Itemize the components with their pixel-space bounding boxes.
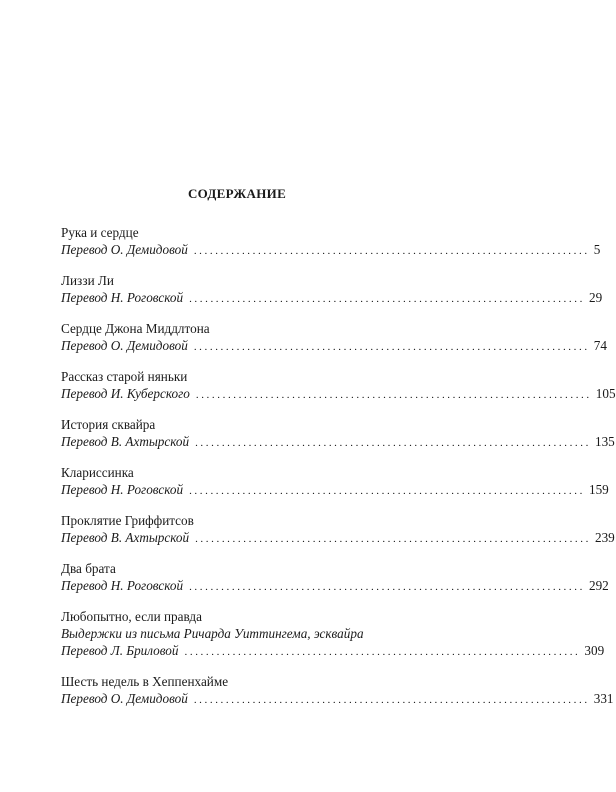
translator-credit: Перевод Н. Роговской bbox=[61, 578, 184, 593]
translator-line bbox=[61, 690, 614, 709]
toc-list bbox=[61, 224, 616, 721]
story-subtitle: Выдержки из письма Ричарда Уиттингема, эсквайра bbox=[61, 626, 364, 641]
translator-line bbox=[61, 529, 615, 548]
toc-entry bbox=[61, 368, 616, 404]
dot-leader: .......................................................................... bbox=[189, 581, 585, 593]
translator-line bbox=[61, 433, 615, 452]
page-number: 309 bbox=[584, 643, 605, 658]
toc-entry bbox=[61, 272, 603, 308]
translator-credit: Перевод В. Ахтырской bbox=[61, 530, 190, 545]
page-number: 331 bbox=[593, 691, 614, 706]
toc-heading: СОДЕРЖАНИЕ bbox=[187, 186, 287, 201]
page-number: 159 bbox=[588, 482, 609, 497]
translator-credit: Перевод О. Демидовой bbox=[61, 691, 188, 706]
dot-leader: .......................................................................... bbox=[195, 389, 592, 401]
page-number: 29 bbox=[588, 290, 603, 305]
translator-line bbox=[61, 481, 609, 500]
translator-credit: Перевод Н. Роговской bbox=[61, 482, 184, 497]
page-number: 5 bbox=[593, 242, 601, 257]
dot-leader: .......................................................................... bbox=[193, 694, 590, 706]
translator-line bbox=[61, 289, 603, 308]
translator-credit: Перевод Н. Роговской bbox=[61, 290, 184, 305]
story-title: Кларисcинка bbox=[61, 465, 134, 480]
story-title: Рука и сердце bbox=[61, 225, 139, 240]
story-title: Шесть недель в Хеппенхайме bbox=[61, 674, 229, 689]
dot-leader: .......................................................................... bbox=[195, 533, 591, 545]
page-number: 292 bbox=[588, 578, 609, 593]
translator-line bbox=[61, 385, 616, 404]
dot-leader: .......................................................................... bbox=[184, 646, 581, 658]
dot-leader: .......................................................................... bbox=[195, 437, 591, 449]
translator-credit: Перевод В. Ахтырской bbox=[61, 434, 190, 449]
story-title: Два брата bbox=[61, 561, 116, 576]
dot-leader: .......................................................................... bbox=[193, 341, 590, 353]
toc-entry bbox=[61, 224, 601, 260]
story-title: Рассказ старой няньки bbox=[61, 369, 188, 384]
page-number: 135 bbox=[594, 434, 615, 449]
toc-entry bbox=[61, 416, 615, 452]
translator-line bbox=[61, 577, 609, 596]
translator-credit: Перевод И. Куберского bbox=[61, 386, 190, 401]
toc-entry bbox=[61, 608, 605, 661]
dot-leader: .......................................................................... bbox=[189, 293, 585, 305]
toc-entry bbox=[61, 320, 607, 356]
story-title: История сквайра bbox=[61, 417, 156, 432]
toc-entry bbox=[61, 560, 609, 596]
page-number: 105 bbox=[595, 386, 616, 401]
translator-credit: Перевод Л. Бриловой bbox=[61, 643, 179, 658]
translator-credit: Перевод О. Демидовой bbox=[61, 242, 188, 257]
translator-line bbox=[61, 642, 605, 661]
story-title: Лиззи Ли bbox=[61, 273, 114, 288]
dot-leader: .......................................................................... bbox=[189, 485, 585, 497]
story-title: Любопытно, если правда bbox=[61, 609, 202, 624]
page-number: 239 bbox=[594, 530, 615, 545]
toc-entry bbox=[61, 464, 609, 500]
toc-entry bbox=[61, 673, 614, 709]
story-title: Сердце Джона Миддлтона bbox=[61, 321, 210, 336]
toc-entry bbox=[61, 512, 615, 548]
page-number: 74 bbox=[593, 338, 607, 353]
translator-line bbox=[61, 337, 607, 356]
translator-line bbox=[61, 241, 601, 260]
translator-credit: Перевод О. Демидовой bbox=[61, 338, 188, 353]
dot-leader: .......................................................................... bbox=[193, 245, 590, 257]
story-title: Проклятие Гриффитсов bbox=[61, 513, 194, 528]
